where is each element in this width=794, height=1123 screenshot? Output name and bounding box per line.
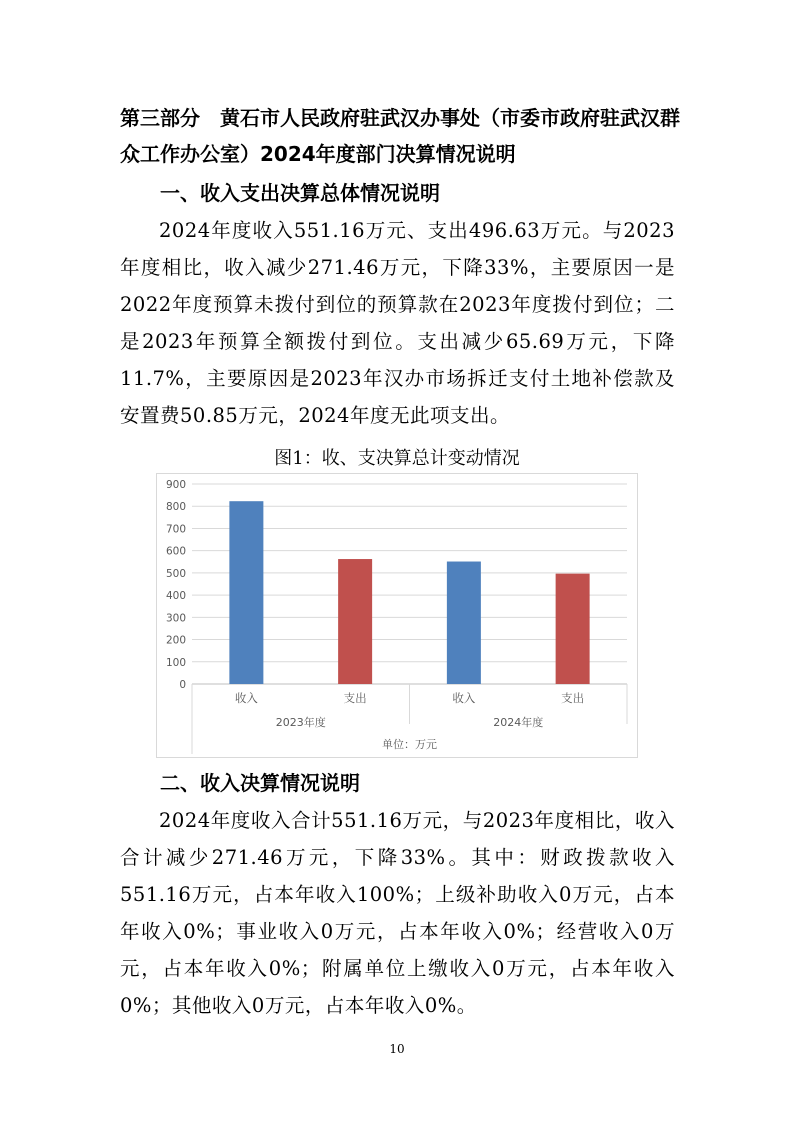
chart-container	[156, 473, 638, 758]
bar	[556, 574, 590, 684]
y-tick-label: 700	[165, 523, 186, 536]
bar	[229, 501, 263, 684]
bar	[447, 562, 481, 684]
y-tick-label: 200	[165, 634, 186, 647]
page-number: 10	[389, 1042, 405, 1056]
figure-caption: 图1：收、支决算总计变动情况	[274, 448, 520, 469]
y-tick-label: 900	[165, 479, 186, 491]
bar-chart	[157, 474, 639, 759]
y-tick-label: 800	[165, 501, 186, 514]
unit-label: 单位：万元	[382, 738, 437, 751]
y-tick-label: 400	[165, 590, 186, 603]
y-tick-label: 600	[165, 545, 186, 558]
y-tick-label: 0	[179, 679, 186, 691]
bar	[338, 559, 372, 684]
x-tick-label: 支出	[343, 691, 367, 705]
y-tick-label: 100	[165, 656, 186, 669]
x-tick-label: 收入	[234, 691, 258, 705]
section2-heading: 二、收入决算情况说明	[160, 771, 360, 795]
x-tick-label: 支出	[561, 691, 585, 705]
section1-heading: 一、收入支出决算总体情况说明	[160, 181, 440, 205]
y-tick-label: 500	[165, 567, 186, 580]
x-tick-label: 收入	[452, 691, 476, 705]
group-label: 2023年度	[275, 716, 326, 729]
section2-paragraph: 2024年度收入合计551.16万元，与2023年度相比，收入合计减少271.46万元，下降33%。其中：财政拨款收入551.16万元，占本年收入100%；上级补助收入0万元，占本年收入0%；事业收入0万元，占本年收入0%；经营收入0万元，占本年收入0%；附属单位上缴收入0万元，占本年收入0%；其他收入0万元，占本年收入0%。	[120, 809, 675, 1017]
section1-paragraph: 2024年度收入551.16万元、支出496.63万元。与2023年度相比，收入减少271.46万元，下降33%，主要原因一是2022年度预算未拨付到位的预算款在2023年度拨付到位；二是2023年预算全额拨付到位。支出减少65.69万元，下降11.7%，主要原因是2023年汉办市场拆迁支付土地补偿款及安置费50.85万元，2024年度无此项支出。	[120, 219, 675, 427]
y-tick-label: 300	[165, 612, 186, 625]
page-title: 第三部分 黄石市人民政府驻武汉办事处（市委市政府驻武汉群众工作办公室）2024年度部门决算情况说明	[120, 106, 680, 166]
group-label: 2024年度	[493, 716, 544, 729]
